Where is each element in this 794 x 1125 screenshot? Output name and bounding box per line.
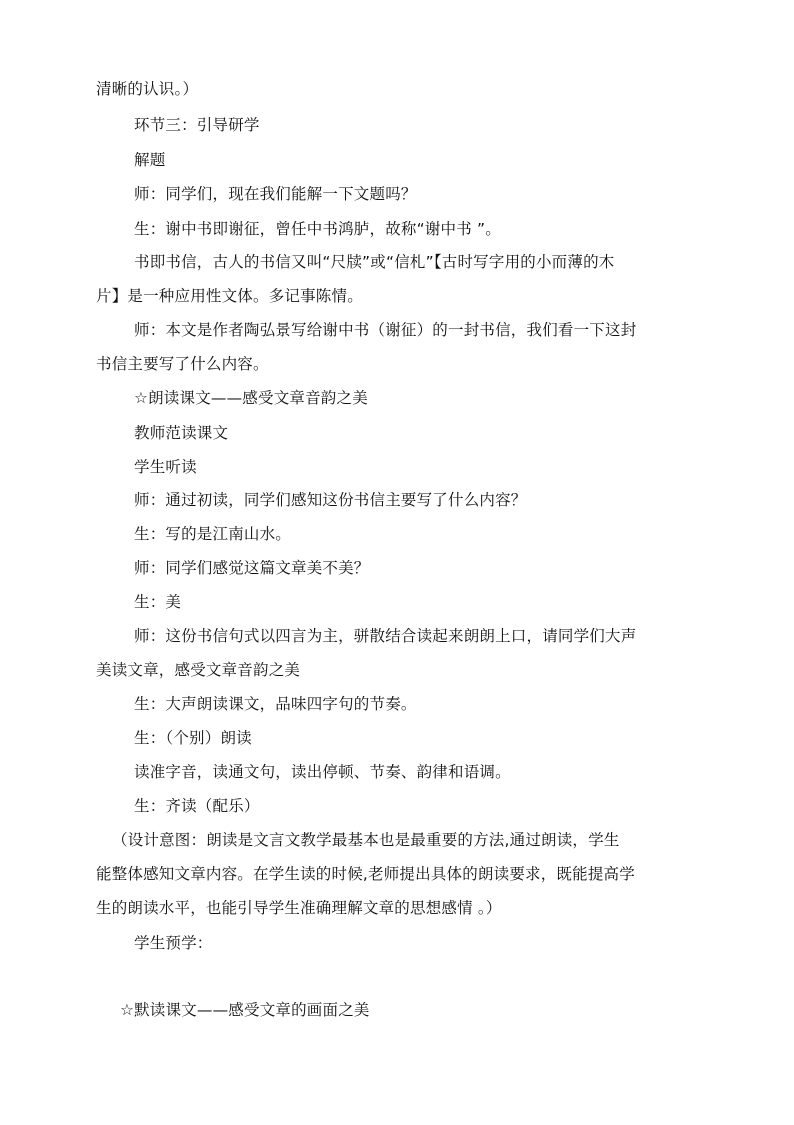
text-line: 书信主要写了什么内容。 (96, 355, 269, 373)
text-line: 生：谢中书即谢征，曾任中书鸿胪，故称“谢中书 ”。 (134, 220, 501, 238)
text-line: 生的朗读水平，也能引导学生准确理解文章的思想感情 。） (96, 899, 502, 917)
text-line: 学生听读 (134, 458, 197, 476)
text-line: 能整体感知文章内容。在学生读的时候,老师提出具体的朗读要求，既能提高学 (96, 865, 635, 883)
text-line: 生：大声朗读课文，品味四字句的节奏。 (134, 695, 417, 713)
text-line: 片】是一种应用性文体。多记事陈情。 (96, 287, 363, 305)
text-line: 生：美 (134, 593, 182, 611)
text-line: 师：这份书信句式以四言为主，骈散结合读起来朗朗上口，请同学们大声 (134, 627, 637, 645)
text-line: 师：本文是作者陶弘景写给谢中书（谢征）的一封书信，我们看一下这封 (134, 321, 637, 339)
text-line: 生：（个别）朗读 (134, 729, 252, 747)
text-line: 教师范读课文 (134, 424, 229, 442)
text-line: 师：同学们感觉这篇文章美不美？ (134, 559, 370, 577)
text-line: 解题 (134, 151, 166, 169)
section-heading: 环节三：引导研学 (134, 116, 260, 134)
section-heading: ☆朗读课文——感受文章音韵之美 (134, 389, 368, 407)
text-line: 师：通过初读，同学们感知这份书信主要写了什么内容？ (134, 491, 527, 509)
text-line: 生：齐读（配乐） (134, 797, 260, 815)
text-line: 读准字音，读通文句，读出停顿、节奏、韵律和语调。 (134, 763, 511, 781)
text-line: 书即书信，古人的书信又叫“尺牍”或“信札”【古时写字用的小而薄的木 (134, 253, 615, 271)
text-line: 清晰的认识。） (96, 80, 199, 98)
text-line: 师：同学们，现在我们能解一下文题吗？ (134, 185, 417, 203)
text-line: 生：写的是江南山水。 (134, 525, 292, 543)
text-line: 学生预学： (134, 934, 213, 952)
text-line: （设计意图：朗读是文言文教学最基本也是最重要的方法,通过朗读，学生 (112, 831, 620, 849)
text-line: 美读文章，感受文章音韵之美 (96, 661, 301, 679)
section-heading: ☆默读课文——感受文章的画面之美 (120, 1001, 370, 1019)
